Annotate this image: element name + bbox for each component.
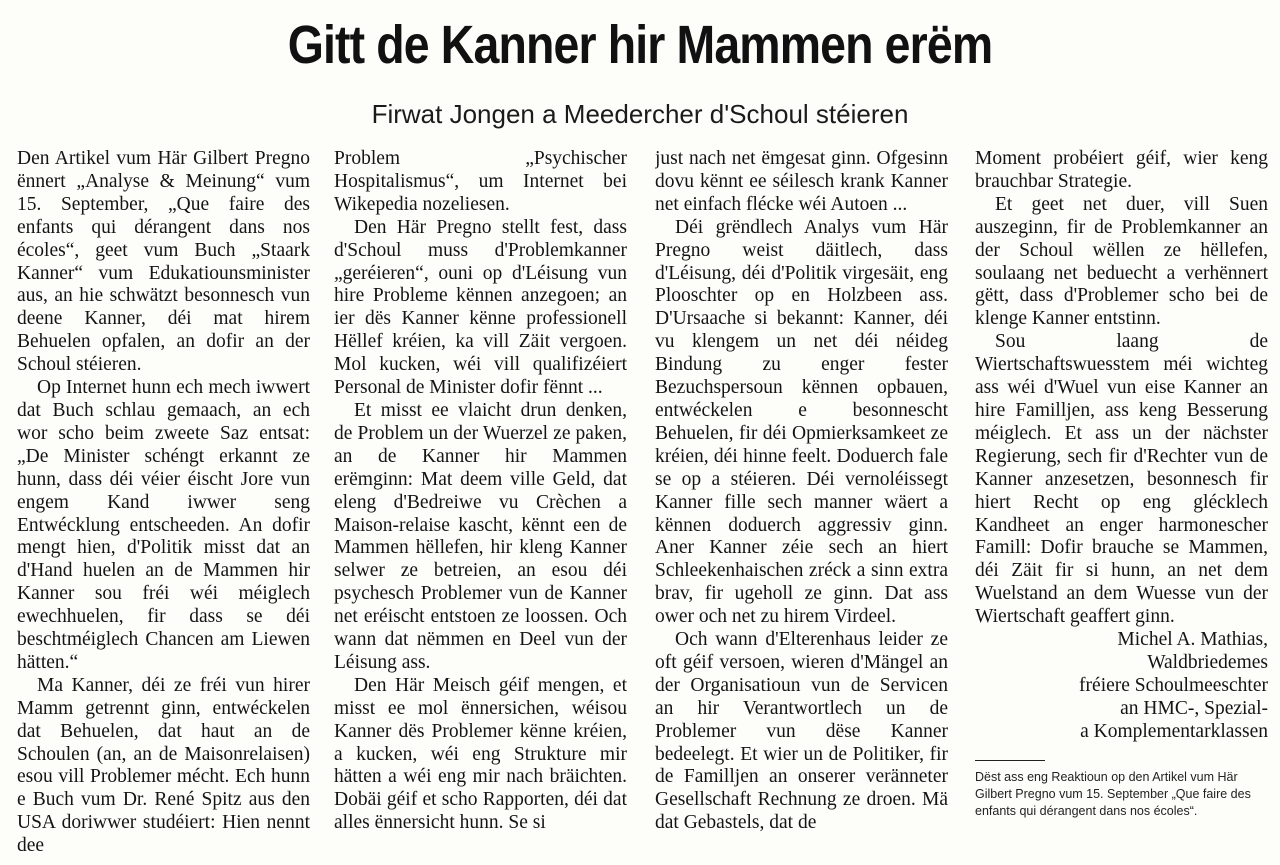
paragraph: Déi grëndlech Analys vum Här Pregno weist däitlech, dass d'Léisung, déi d'Politik virgesäit, eng Plooschter op en Holzbeen ass. D'Ursaache si bekannt: Kanner, déi vu klengem un net déi néideg Bindung zu enger fester Bezuchspersoun kënnen opbauen, entwéckelen e besonnescht Behuelen, fir déi Opmierksamkeet ze kréien, déi hinne feelt. Doduerch fale se op a stéieren. Déi vernoléissegt Kanner fille sech manner wäert a kënnen doduerch aggressiv ginn. Aner Kanner zéie sech an hiert Schleekenhaischen zréck a sinn extra brav, fir ugeholl ze ginn. Dat ass ower och net zu hirem Virdeel. (655, 216, 948, 628)
signature-title-2: an HMC-, Spezial- (1120, 697, 1268, 719)
paragraph: Och wann d'Elterenhaus leider ze oft géif versoen, wieren d'Mängel an der Organisatioun vun de Servicen an hir Verantwortlech un de Problemer vun dëse Kanner bedeelegt. Et wier un de Politiker, fir de Familljen an onserer veränneter Gesellschaft Rechnung ze droen. Mä dat Gebastels, dat de (655, 629, 948, 834)
paragraph: Moment probéiert géif, wier keng brauchbar Strategie. (975, 148, 1268, 192)
paragraph: just nach net ëmgesat ginn. Ofgesinn dovu kënnt ee séilesch krank Kanner net einfach flécke wéi Autoen ... (655, 148, 948, 215)
paragraph: Sou laang de Wiertschaftswuesstem méi wichteg ass wéi d'Wuel vun eise Kanner an hire Familljen, ass keng Besserung méiglech. Et ass un der nächster Regierung, sech fir d'Rechter vun de Kanner anzesetzen, besonnesch fir hiert Recht op eng glécklech Kandheet an enger harmonescher Famill: Dofir brauche se Mammen, déi Zäit fir si hunn, an net dem Wuelstand an dem Wuesse vun der Wiertschaft geaffert ginn. (975, 331, 1268, 628)
subheadline: Firwat Jongen a Meedercher d'Schoul stéieren (371, 99, 909, 129)
article-column-1 (17, 148, 310, 860)
paragraph: Problem „Psychischer Hospitalismus“, um Internet bei Wikepedia nozeliesen. (334, 148, 627, 215)
signature-title-3: a Komplementarklassen (1080, 720, 1268, 742)
editor-note: Dëst ass eng Reaktioun op den Artikel vum Här Gilbert Pregno vum 15. September „Que faire des enfants qui dérangent dans nos écoles“. (975, 769, 1251, 818)
headline: Gitt de Kanner hir Mammen erëm (287, 15, 993, 75)
paragraph: Den Här Pregno stellt fest, dass d'Schoul muss d'Problemkanner „geréieren“, ouni op d'Léisung vun hire Probleme kënnen anzegoen; an ier dës Kanner kënne professionell Hëllef kréien, ka vill Zäit vergoen. Mol kucken, wéi vill qualifizéiert Personal de Minister dofir fënnt ... (334, 216, 627, 399)
paragraph: Ma Kanner, déi ze fréi vun hirer Mamm getrennt ginn, entwéckelen dat Behuelen, dat haut an de Schoulen (an, an de Maisonrelaisen) esou vill Problemer mécht. Ech hunn e Buch vum Dr. René Spitz aus den USA doriwwer studéiert: Hien nennt dee (17, 674, 310, 857)
divider (975, 760, 1045, 761)
paragraph: Den Artikel vum Här Gilbert Pregno ënnert „Analyse & Meinung“ vum 15. September, „Que faire des enfants qui dérangent dans nos écoles“, geet vum Buch „Staark Kanner“ vum Edukatiounsminister aus, an hie schwätzt besonnesch vun deene Kanner, déi mat hirem Behuelen opfalen, an dofir an der Schoul stéieren. (17, 148, 310, 376)
paragraph: Et misst ee vlaicht drun denken, de Problem un der Wuerzel ze paken, an de Kanner hir Mammen erëmginn: Mat deem ville Geld, dat eleng d'Bedreiwe vu Crèchen a Maison-relaise kascht, kënnt een de Mammen hëllefen, hir kleng Kanner selwer ze betreien, an esou déi psychesch Problemer vun de Kanner net eréischt entstoen ze loossen. Och wann dat nëmmen en Deel vun der Léisung ass. (334, 399, 627, 673)
signature-name: Michel A. Mathias, (1117, 629, 1268, 651)
paragraph: Op Internet hunn ech mech iwwert dat Buch schlau gemaach, an ech wor scho beim zweete Saz entsat: „De Minister schéngt erkannt ze hunn, dass déi véier éischt Jore vun engem Kand iwwer seng Entwécklung entscheeden. An dofir mengt hien, d'Politik misst dat an d'Hand huelen an de Mammen hir Kanner sou fréi wéi méiglech ewechhuelen, fir dass se déi beschtméiglech Chancen am Liewen hätten.“ (17, 377, 310, 673)
article-column-3 (655, 148, 948, 860)
signature-location: Waldbriedemes (1147, 651, 1268, 673)
paragraph: Den Här Meisch géif mengen, et misst ee mol ënnersichen, wéisou Kanner dës Problemer kënne kréien, a kucken, wéi eng Strukture mir hätten a wéi eng mir nach bräichten. Dobäi géif et scho Rapporten, déi dat alles ënnersicht hunn. Se si (334, 674, 627, 834)
signature-title-1: fréiere Schoulmeeschter (1079, 674, 1268, 696)
article-column-2 (334, 148, 627, 860)
paragraph: Et geet net duer, vill Suen auszeginn, fir de Problemkanner an der Schoul wëllen ze hëllefen, soulaang net beduecht a verhënnert gëtt, dass d'Problemer scho bei de klenge Kanner entstinn. (975, 193, 1268, 330)
article-column-4 (975, 148, 1268, 860)
